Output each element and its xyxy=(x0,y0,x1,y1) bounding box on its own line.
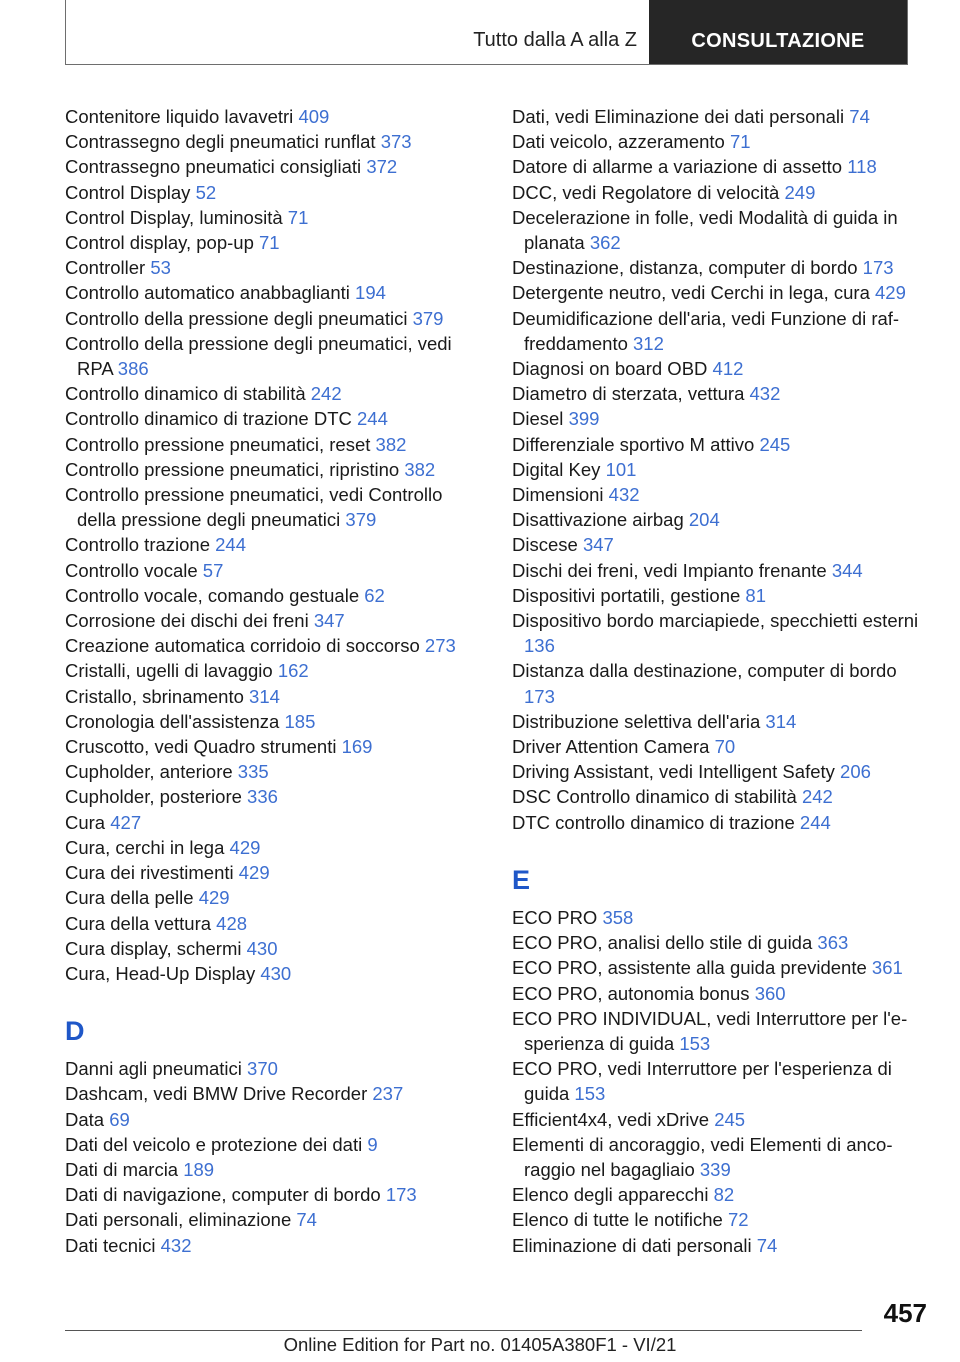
page-reference-link[interactable]: 74 xyxy=(849,106,870,127)
page-reference-link[interactable]: 429 xyxy=(229,836,261,858)
page-reference-link[interactable]: 101 xyxy=(605,458,637,480)
index-entry xyxy=(65,381,475,406)
page-reference-link[interactable]: 344 xyxy=(831,559,863,581)
page-reference-link[interactable]: 312 xyxy=(633,332,664,354)
index-entry-text: Dati di marcia xyxy=(65,1158,184,1180)
index-entry xyxy=(65,154,475,179)
index-entry-text: Controller xyxy=(65,257,151,279)
page-reference-link[interactable]: 194 xyxy=(355,282,386,304)
page-reference-link[interactable]: 242 xyxy=(310,383,342,405)
index-entry-text: ECO PRO xyxy=(512,906,603,928)
index-column-right xyxy=(512,104,927,1258)
index-entry xyxy=(512,154,927,179)
index-entry xyxy=(512,558,927,583)
index-entry-text: Driver Attention Camera xyxy=(512,736,715,758)
index-section-letter: E xyxy=(512,864,531,895)
index-entry xyxy=(65,961,475,986)
page-reference-link[interactable]: 72 xyxy=(727,1209,749,1231)
index-entry-text: Creazione automatica corridoio di soccorso xyxy=(65,635,425,657)
index-entry xyxy=(65,129,475,154)
index-entry xyxy=(65,1182,475,1207)
index-entry-text: Elementi di ancoraggio, vedi Elementi di ancoraggio nel bagagliaio xyxy=(512,1133,893,1180)
index-entry-text: Cura della pelle xyxy=(65,887,199,909)
index-entry-text: ECO PRO, analisi dello stile di guida xyxy=(512,932,818,954)
index-entry xyxy=(512,532,927,557)
index-entry xyxy=(65,633,475,658)
index-entry xyxy=(512,608,927,658)
chapter-tab: CONSULTAZIONE xyxy=(649,0,907,64)
page-reference-link[interactable]: 244 xyxy=(215,534,247,556)
page-reference-link[interactable]: 169 xyxy=(341,736,373,758)
index-entry-text: Control Display xyxy=(65,181,196,203)
index-entry xyxy=(65,784,475,809)
index-entry-text: ECO PRO INDIVIDUAL, vedi Interruttore per l'esperienza di guida xyxy=(512,1007,908,1054)
index-entry-text: Controllo dinamico di trazione DTC xyxy=(65,408,358,430)
index-entry xyxy=(65,180,475,205)
page-reference-link[interactable]: 53 xyxy=(150,257,171,279)
index-entry-text: Detergente neutro, vedi Cerchi in lega, cura xyxy=(512,282,876,304)
footer-edition: Online Edition for Part no. 01405A380F1 - VI/21 xyxy=(283,1334,677,1355)
index-entry-text: Controllo pressione pneumatici, ripristino xyxy=(65,458,405,480)
page-reference-link[interactable]: 336 xyxy=(247,786,278,808)
index-entry xyxy=(512,759,927,784)
page-reference-link[interactable]: 314 xyxy=(765,710,797,732)
index-entry-text: Control Display, luminosità xyxy=(65,206,288,228)
index-entry xyxy=(65,482,475,532)
index-entry xyxy=(65,860,475,885)
index-entry xyxy=(65,205,475,230)
index-entry-text: Cronologia dell'assistenza xyxy=(65,710,285,732)
page-reference-link[interactable]: 339 xyxy=(699,1158,731,1180)
page-reference-link[interactable]: 249 xyxy=(784,181,816,203)
index-entry xyxy=(65,432,475,457)
index-entry xyxy=(65,558,475,583)
index-entry-text: ECO PRO, autonomia bonus xyxy=(512,982,755,1004)
page-reference-link[interactable]: 379 xyxy=(345,509,377,531)
page-reference-link[interactable]: 245 xyxy=(714,1108,746,1130)
index-entry xyxy=(512,1233,927,1258)
index-entry-text: Control display, pop-up xyxy=(65,232,260,254)
page-reference-link[interactable]: 370 xyxy=(247,1058,278,1080)
page-reference-link[interactable]: 206 xyxy=(840,761,871,783)
index-entry xyxy=(512,1182,927,1207)
index-entry xyxy=(512,784,927,809)
page-reference-link[interactable]: 245 xyxy=(759,433,791,455)
index-entry xyxy=(65,532,475,557)
index-entry-text: Dashcam, vedi BMW Drive Recorder xyxy=(65,1083,373,1105)
index-entry xyxy=(512,810,927,835)
index-entry-text: Elenco degli apparecchi xyxy=(512,1184,714,1206)
index-entry-text: Driving Assistant, vedi Intelligent Safety xyxy=(512,761,841,783)
index-entry xyxy=(512,930,927,955)
page-reference-link[interactable]: 74 xyxy=(756,1234,778,1256)
footer-divider xyxy=(65,1330,862,1331)
index-entry-text: Dati tecnici xyxy=(65,1234,161,1256)
index-entry-text: ECO PRO, assistente alla guida previdente xyxy=(512,957,872,979)
index-entry-text: Danni agli pneumatici xyxy=(65,1058,248,1080)
page-header xyxy=(65,0,908,65)
index-entry-text: Digital Key xyxy=(512,458,606,480)
index-entry xyxy=(65,583,475,608)
index-entry xyxy=(65,1233,475,1258)
page-reference-link[interactable]: 379 xyxy=(412,307,444,329)
index-entry xyxy=(65,885,475,910)
index-entry-text: Dati di navigazione, computer di bordo xyxy=(65,1184,386,1206)
page-reference-link[interactable]: 430 xyxy=(260,962,292,984)
index-entry xyxy=(512,955,927,980)
index-entry xyxy=(65,608,475,633)
index-entry xyxy=(65,810,475,835)
page-reference-link[interactable]: 244 xyxy=(357,408,388,430)
index-entry xyxy=(512,104,927,129)
index-entry-text: Controllo pressione pneumatici, vedi Controllo della pressione degli pneumatici xyxy=(65,484,443,531)
index-entry-text: Differenziale sportivo M attivo xyxy=(512,433,760,455)
index-entry-text: Cura xyxy=(65,811,111,833)
page-reference-link[interactable]: 314 xyxy=(249,685,280,707)
index-entry-text: Diesel xyxy=(512,408,569,430)
index-entry xyxy=(512,255,927,280)
page-reference-link[interactable]: 52 xyxy=(195,181,217,203)
index-entry-text: Dimensioni xyxy=(512,484,609,506)
index-entry xyxy=(65,306,475,331)
page-reference-link[interactable]: 373 xyxy=(380,131,412,153)
index-entry-text: Elenco di tutte le notifiche xyxy=(512,1209,728,1231)
index-entry xyxy=(512,406,927,431)
index-entry xyxy=(512,1132,927,1182)
index-entry-text: Dispositivo bordo marciapiede, specchietti esterni xyxy=(512,610,919,632)
index-entry xyxy=(65,331,475,381)
index-entry-text: Cura della vettura xyxy=(65,912,217,934)
index-entry xyxy=(512,180,927,205)
page-reference-link[interactable]: 71 xyxy=(730,131,751,153)
page-reference-link[interactable]: 429 xyxy=(238,862,270,884)
page-reference-link[interactable]: 173 xyxy=(524,685,555,707)
index-entry-text: Dispositivi portatili, gestione xyxy=(512,584,746,606)
page-reference-link[interactable]: 153 xyxy=(574,1083,606,1105)
index-entry xyxy=(65,936,475,961)
page-reference-link[interactable]: 244 xyxy=(799,811,831,833)
index-entry-text: DCC, vedi Regolatore di velocità xyxy=(512,181,785,203)
page-reference-link[interactable]: 358 xyxy=(602,906,634,928)
index-entry-text: Deumidificazione dell'aria, vedi Funzione di raffreddamento xyxy=(512,307,900,354)
index-entry xyxy=(512,1107,927,1132)
index-entry-text: Cura, Head-Up Display xyxy=(65,962,261,984)
page-reference-link[interactable]: 237 xyxy=(372,1083,404,1105)
index-entry xyxy=(512,583,927,608)
page-reference-link[interactable]: 136 xyxy=(524,635,555,657)
index-entry xyxy=(65,658,475,683)
index-entry xyxy=(512,306,927,356)
page-reference-link[interactable]: 71 xyxy=(287,206,309,228)
page-reference-link[interactable]: 335 xyxy=(237,761,269,783)
index-section-letter: D xyxy=(65,1016,85,1047)
index-entry-text: Contrassegno pneumatici consigliati xyxy=(65,156,367,178)
page-reference-link[interactable]: 382 xyxy=(404,458,436,480)
page-reference-link[interactable]: 409 xyxy=(298,106,330,127)
page-reference-link[interactable]: 185 xyxy=(284,710,316,732)
index-entry xyxy=(65,1132,475,1157)
index-entry xyxy=(65,835,475,860)
index-entry-text: Datore di allarme a variazione di assetto xyxy=(512,156,848,178)
page-reference-link[interactable]: 432 xyxy=(608,484,640,506)
page-reference-link[interactable]: 386 xyxy=(117,358,149,380)
page-reference-link[interactable]: 360 xyxy=(754,982,786,1004)
page-reference-link[interactable]: 372 xyxy=(366,156,398,178)
page-reference-link[interactable]: 71 xyxy=(259,232,280,254)
page-reference-link[interactable]: 382 xyxy=(375,433,407,455)
page-reference-link[interactable]: 432 xyxy=(160,1234,192,1256)
page-reference-link[interactable]: 427 xyxy=(110,811,142,833)
page-reference-link[interactable]: 347 xyxy=(313,610,345,632)
page-reference-link[interactable]: 429 xyxy=(198,887,230,909)
index-entry-text: Cristalli, ugelli di lavaggio xyxy=(65,660,278,682)
index-entry-text: DSC Controllo dinamico di stabilità xyxy=(512,786,802,808)
index-entry-text: Controllo della pressione degli pneumatici, vedi RPA xyxy=(65,332,452,380)
index-entry xyxy=(65,280,475,305)
index-entry xyxy=(512,482,927,507)
index-entry xyxy=(65,104,475,129)
index-entry-text: Cruscotto, vedi Quadro strumenti xyxy=(65,736,342,758)
index-entry xyxy=(512,658,927,708)
page-reference-link[interactable]: 363 xyxy=(817,932,849,954)
index-entry-text: Disattivazione airbag xyxy=(512,509,689,531)
index-entry-text: Cupholder, anteriore xyxy=(65,761,238,783)
page-reference-link[interactable]: 430 xyxy=(246,937,278,959)
index-entry-text: Corrosione dei dischi dei freni xyxy=(65,610,314,632)
index-entry-text: Decelerazione in folle, vedi Modalità di guida in planata xyxy=(512,206,898,254)
index-entry-text: Diagnosi on board OBD xyxy=(512,358,713,380)
index-entry xyxy=(65,457,475,482)
index-entry-text: Controllo vocale xyxy=(65,559,203,581)
index-entry xyxy=(65,759,475,784)
page-reference-link[interactable]: 204 xyxy=(688,509,720,531)
index-entry-text: Controllo dinamico di stabilità xyxy=(65,383,311,405)
index-entry-text: Controllo vocale, comando gestuale xyxy=(65,584,365,606)
index-entry-text: Controllo automatico anabbaglianti xyxy=(65,282,356,304)
index-entry-text: Contenitore liquido lavavetri xyxy=(65,106,299,127)
page-reference-link[interactable]: 399 xyxy=(568,408,600,430)
index-entry-text: Dischi dei freni, vedi Impianto frenante xyxy=(512,559,832,581)
page-reference-link[interactable]: 82 xyxy=(713,1184,735,1206)
index-entry-text: Dati del veicolo e protezione dei dati xyxy=(65,1133,368,1155)
index-entry-text: Distribuzione selettiva dell'aria xyxy=(512,710,766,732)
page-reference-link[interactable]: 74 xyxy=(296,1209,317,1231)
section-title: Tutto dalla A alla Z xyxy=(473,29,637,51)
index-entry xyxy=(512,981,927,1006)
index-entry-text: Cura, cerchi in lega xyxy=(65,836,230,858)
index-entry xyxy=(512,734,927,759)
page-reference-link[interactable]: 362 xyxy=(589,232,621,254)
index-entry-text: DTC controllo dinamico di trazione xyxy=(512,811,800,833)
index-entry xyxy=(65,1081,475,1106)
index-entry xyxy=(512,381,927,406)
index-entry-text: Cristallo, sbrinamento xyxy=(65,685,250,707)
page-reference-link[interactable]: 189 xyxy=(183,1158,215,1180)
page-reference-link[interactable]: 69 xyxy=(109,1108,130,1130)
index-entry xyxy=(512,457,927,482)
index-entry xyxy=(65,684,475,709)
index-entry-text: Discese xyxy=(512,534,583,556)
page-reference-link[interactable]: 70 xyxy=(714,736,736,758)
page-reference-link[interactable]: 273 xyxy=(424,635,456,657)
index-entry-text: Cupholder, posteriore xyxy=(65,786,248,808)
index-entry-text: Distanza dalla destinazione, computer di bordo xyxy=(512,660,897,682)
index-entry xyxy=(65,230,475,255)
page-reference-link[interactable]: 81 xyxy=(745,584,766,606)
index-entry-text: ECO PRO, vedi Interruttore per l'esperienza di guida xyxy=(512,1058,892,1105)
index-entry xyxy=(65,1157,475,1182)
index-entry xyxy=(512,905,927,930)
page-reference-link[interactable]: 9 xyxy=(367,1133,378,1155)
index-entry xyxy=(512,1006,927,1056)
index-entry xyxy=(512,432,927,457)
page-reference-link[interactable]: 153 xyxy=(679,1032,711,1054)
index-entry xyxy=(512,1207,927,1232)
page-reference-link[interactable]: 347 xyxy=(582,534,614,556)
page-reference-link[interactable]: 173 xyxy=(385,1184,417,1206)
page-reference-link[interactable]: 57 xyxy=(202,559,224,581)
index-entry xyxy=(65,709,475,734)
index-entry-text: Cura dei rivestimenti xyxy=(65,862,239,884)
page-reference-link[interactable]: 361 xyxy=(871,957,903,979)
page-reference-link[interactable]: 429 xyxy=(875,282,906,304)
index-entry xyxy=(65,406,475,431)
index-entry-text: Efficient4x4, vedi xDrive xyxy=(512,1108,715,1130)
index-entry xyxy=(65,1056,475,1081)
page-reference-link[interactable]: 412 xyxy=(712,358,744,380)
index-entry-text: Eliminazione di dati personali xyxy=(512,1234,757,1256)
index-entry xyxy=(512,507,927,532)
index-entry-text: Contrassegno degli pneumatici runflat xyxy=(65,131,381,153)
index-entry-text: Controllo della pressione degli pneumatici xyxy=(65,307,413,329)
index-entry-text: Data xyxy=(65,1108,110,1130)
page-reference-link[interactable]: 432 xyxy=(749,383,781,405)
index-entry xyxy=(65,734,475,759)
index-entry-text: Dati personali, eliminazione xyxy=(65,1209,297,1231)
index-entry-text: Diametro di sterzata, vettura xyxy=(512,383,750,405)
index-entry xyxy=(65,255,475,280)
page-reference-link[interactable]: 173 xyxy=(862,257,894,279)
index-entry-text: Destinazione, distanza, computer di bordo xyxy=(512,257,863,279)
index-entry xyxy=(512,1056,927,1106)
index-entry xyxy=(512,280,927,305)
page-reference-link[interactable]: 162 xyxy=(277,660,309,682)
index-entry xyxy=(65,1207,475,1232)
index-entry-text: Dati veicolo, azzeramento xyxy=(512,131,730,153)
index-entry xyxy=(512,709,927,734)
index-entry-text: Controllo trazione xyxy=(65,534,216,556)
index-entry xyxy=(512,205,927,255)
index-entry-text: Cura display, schermi xyxy=(65,937,247,959)
index-entry xyxy=(512,129,927,154)
index-entry xyxy=(65,1107,475,1132)
index-entry xyxy=(65,911,475,936)
page-reference-link[interactable]: 62 xyxy=(364,584,385,606)
index-column-left xyxy=(65,104,475,1258)
index-entry xyxy=(512,356,927,381)
page-number: 457 xyxy=(883,1298,927,1328)
index-entry-text: Controllo pressione pneumatici, reset xyxy=(65,433,376,455)
page-reference-link[interactable]: 242 xyxy=(801,786,833,808)
page-reference-link[interactable]: 118 xyxy=(847,156,877,178)
page-reference-link[interactable]: 428 xyxy=(216,912,248,934)
index-entry-text: Dati, vedi Eliminazione dei dati personali xyxy=(512,106,850,127)
